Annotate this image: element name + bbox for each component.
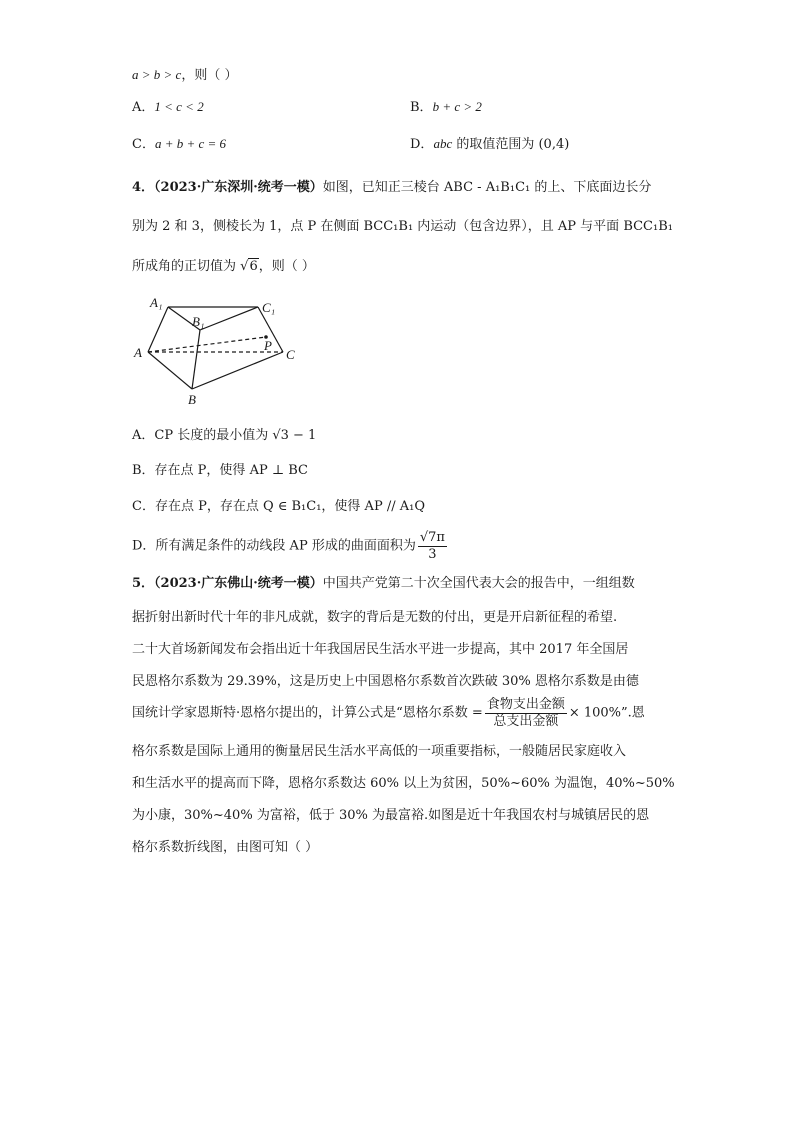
label-a1: A₁: [150, 295, 163, 310]
q4-text-3-tail: ，则（ ）: [258, 259, 315, 274]
q5-text-5: 国统计学家恩斯特·恩格尔提出的，计算公式是“恩格尔系数 =: [132, 705, 483, 721]
q5-line-1: [132, 575, 635, 593]
q3-option-c-label: C．: [132, 137, 155, 152]
q3-inequality: a > b > c: [132, 67, 182, 82]
q3-option-d-text: 的取值范围为 (0,4): [452, 137, 570, 152]
frustum-figure: [130, 292, 310, 408]
label-b: B: [188, 392, 196, 407]
label-b1: B₁: [192, 314, 205, 329]
q3-option-b-label: B．: [410, 100, 433, 115]
q4-line-3: [132, 258, 315, 276]
q3-option-d: [410, 135, 569, 154]
q4-option-d: [132, 530, 449, 563]
q5-line-7: 和生活水平的提高而下降，恩格尔系数达 60% 以上为贫困，50%~60% 为温饱，40%~50%: [132, 776, 675, 791]
q3-option-c-text: a + b + c = 6: [154, 136, 227, 151]
engel-formula-fraction: [485, 697, 567, 730]
label-a: A: [134, 345, 142, 360]
q4-sqrt: √6: [240, 259, 258, 274]
q5-line-2: 据折射出新时代十年的非凡成就，数字的背后是无数的付出，更是开启新征程的希望.: [132, 610, 618, 625]
engel-numerator: 食物支出金额: [486, 697, 565, 712]
q4-text-3: 所成角的正切值为: [132, 259, 241, 274]
q4-option-d-fraction: [418, 530, 447, 563]
q3-option-d-expr: abc: [433, 136, 453, 151]
q4-option-c: C．存在点 P，存在点 Q ∈ B₁C₁，使得 AP // A₁Q: [132, 499, 425, 514]
label-c1: C₁: [262, 300, 276, 315]
q3-option-b-text: b + c > 2: [432, 99, 482, 114]
q3-option-b: [410, 98, 482, 117]
q5-number: 5．: [132, 576, 155, 591]
q4-option-b: B．存在点 P，使得 AP ⊥ BC: [132, 463, 308, 478]
q3-option-a-label: A．: [132, 100, 155, 115]
q3-option-d-label: D．: [410, 137, 434, 152]
q4-number: 4．: [132, 180, 155, 195]
q5-line-6: 格尔系数是国际上通用的衡量居民生活水平高低的一项重要指标，一般随居民家庭收入: [132, 744, 627, 759]
q4-sqrt-radicand: 6: [249, 259, 258, 274]
q3-stem-tail: ，则（ ）: [181, 68, 238, 83]
q5-source: （2023·广东佛山·统考一模）: [154, 576, 323, 591]
q3-option-a-text: 1 < c < 2: [154, 99, 204, 114]
q4-line-2: 别为 2 和 3，侧棱长为 1，点 P 在侧面 BCC₁B₁ 内运动（包含边界），且 AP 与平面 BCC₁B₁: [132, 219, 673, 234]
q3-option-a: [132, 98, 204, 117]
q4-line-1: [132, 179, 651, 197]
q5-line-8: 为小康，30%~40% 为富裕，低于 30% 为最富裕.如图是近十年我国农村与城镇居民的恩: [132, 808, 650, 823]
q5-text-1: 中国共产党第二十次全国代表大会的报告中，一组组数: [322, 576, 635, 591]
q4-text-1: 如图，已知正三棱台 ABC - A₁B₁C₁ 的上、下底面边长分: [322, 180, 652, 195]
label-c: C: [286, 347, 295, 362]
q4-source: （2023·广东深圳·统考一模）: [154, 180, 323, 195]
engel-denominator: 总支出金额: [493, 714, 559, 729]
q3-stem-line: [132, 66, 237, 85]
q5-line-9: 格尔系数折线图，由图可知（ ）: [132, 840, 319, 855]
q4-option-a: A．CP 长度的最小值为 √3 − 1: [132, 428, 317, 443]
q4-option-d-text: D．所有满足条件的动线段 AP 形成的曲面面积为: [132, 538, 416, 554]
label-p: P: [264, 338, 272, 353]
q5-line-3: 二十大首场新闻发布会指出近十年我国居民生活水平进一步提高，其中 2017 年全国居: [132, 642, 629, 657]
q4-option-d-denominator: 3: [428, 547, 437, 562]
q5-text-5-tail: × 100%”.恩: [568, 705, 645, 721]
q3-option-c: [132, 135, 226, 154]
q5-line-4: 民恩格尔系数为 29.39%，这是历史上中国恩格尔系数首次跌破 30% 恩格尔系数是由德: [132, 674, 639, 689]
q4-option-d-numerator: √7π: [419, 530, 445, 545]
q5-line-5: [132, 697, 645, 730]
